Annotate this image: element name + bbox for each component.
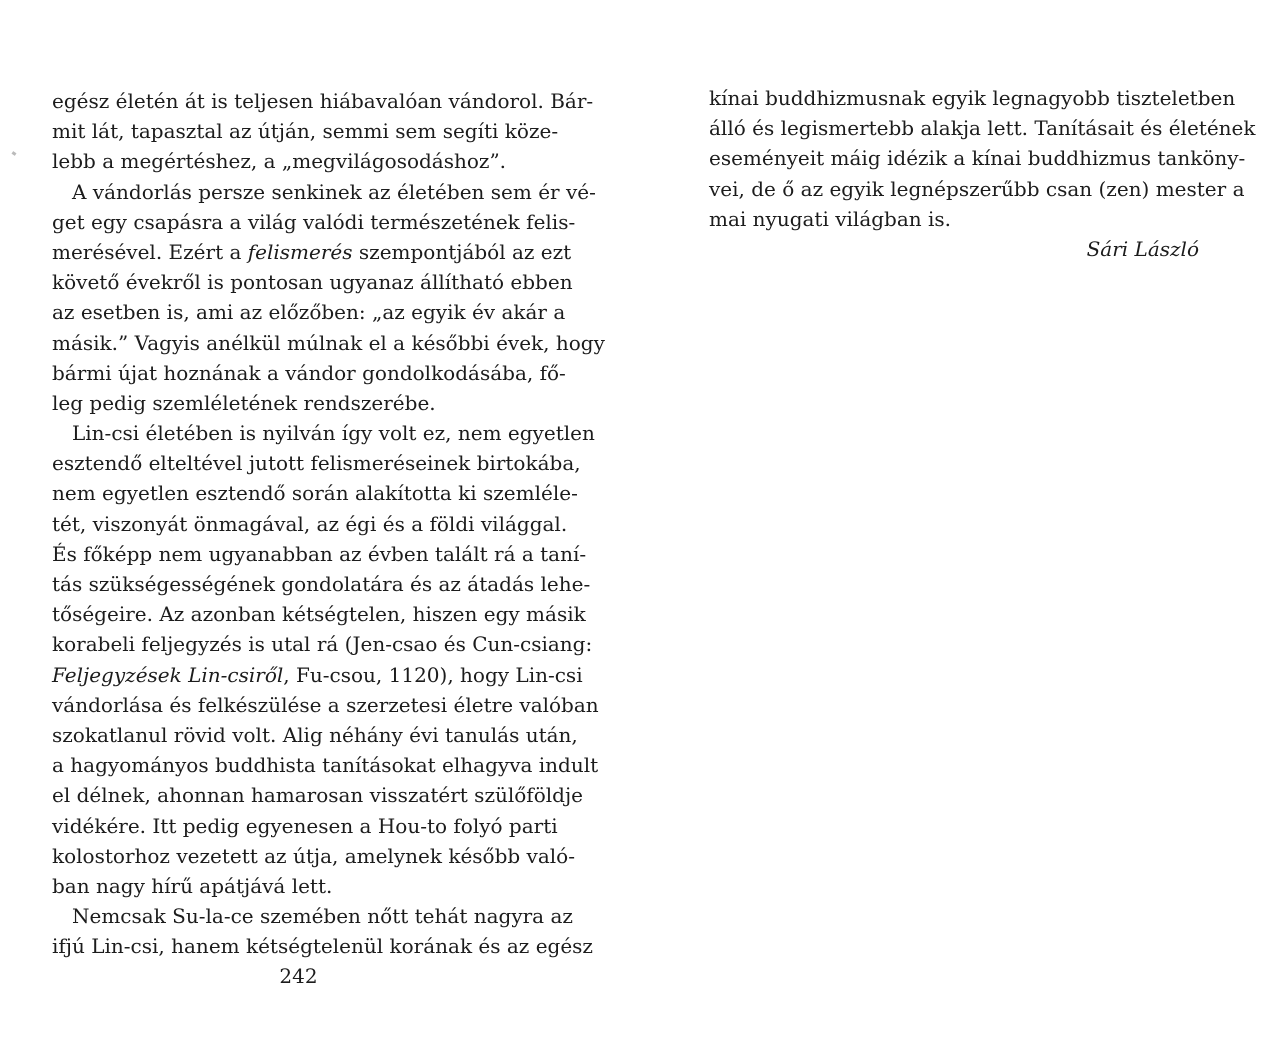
text-line: Feljegyzések Lin-csiről, Fu-csou, 1120), hogy Lin-csi [52,662,583,687]
text-line: És főképp nem ugyanabban az évben talált rá a taní- [52,541,587,566]
text-line: tás szükségességének gondolatára és az átadás lehe- [52,572,591,596]
right-page-text [709,83,1256,234]
text-line: az esetben is, ami az előzőben: „az egyik év akár a [52,300,566,325]
text-line: eseményeit máig idézik a kínai buddhizmus tanköny- [709,146,1246,171]
left-page-text [52,86,605,961]
text-line: el délnek, ahonnan hamarosan visszatért szülőföldje [52,783,583,808]
text-line: esztendő elteltével jutott felismeréseinek birtokába, [52,451,581,476]
text-line: A vándorlás persze senkinek az életében sem ér vé- [72,179,596,204]
text-line: kínai buddhizmusnak egyik legnagyobb tiszteletben [709,86,1236,110]
text-line: vei, de ő az egyik legnépszerűbb csan (zen) mester a [709,176,1245,201]
text-line: nem egyetlen esztendő során alakította ki szemléle- [52,481,578,506]
author-signature: Sári László [1086,237,1199,261]
text-line: követő évekről is pontosan ugyanaz állítható ebben [52,270,573,295]
text-line: korabeli feljegyzés is utal rá (Jen-csao és Cun-csiang: [52,632,593,657]
text-line: egész életén át is teljesen hiábavalóan vándorol. Bár- [52,89,594,113]
italic-phrase: felismerés [247,239,353,264]
text-line: get egy csapásra a világ valódi természetének felis- [52,209,576,234]
text-line: vidékére. Itt pedig egyenesen a Hou-to folyó parti [52,813,558,838]
text-line: Nemcsak Su-la-ce szemében nőtt tehát nagyra az [72,904,573,929]
text-line: álló és legismertebb alakja lett. Tanításait és életének [709,116,1256,141]
page-number: 242 [279,964,318,988]
text-line: tőségeire. Az azonban kétségtelen, hiszen egy másik [52,602,586,627]
text-line: Lin-csi életében is nyilván így volt ez, nem egyetlen [72,421,595,446]
text-line: ifjú Lin-csi, hanem kétségtelenül korának és az egész [52,934,593,959]
text-line: bármi újat hoznának a vándor gondolkodásába, fő- [52,360,566,385]
italic-phrase: Feljegyzések Lin-csiről [52,662,284,687]
scan-mark [12,151,17,156]
text-line: tét, viszonyát önmagával, az égi és a földi világgal. [52,511,568,536]
text-line: mit lát, tapasztal az útján, semmi sem segíti köze- [52,119,559,144]
text-line: vándorlása és felkészülése a szerzetesi életre valóban [52,692,599,717]
text-line: leg pedig szemléletének rendszerébe. [52,390,436,415]
text-line: szokatlanul rövid volt. Alig néhány évi tanulás után, [52,722,578,747]
text-line: kolostorhoz vezetett az útja, amelynek később való- [52,843,575,868]
text-line: mai nyugati világban is. [709,206,952,231]
text-line: ban nagy hírű apátjává lett. [52,873,333,898]
text-line: másik.” Vagyis anélkül múlnak el a későbbi évek, hogy [52,330,605,355]
text-line: lebb a megértéshez, a „megvilágosodáshoz”. [52,149,507,174]
text-line: a hagyományos buddhista tanításokat elhagyva indult [52,753,599,778]
text-line: merésével. Ezért a felismerés szempontjából az ezt [52,239,572,264]
